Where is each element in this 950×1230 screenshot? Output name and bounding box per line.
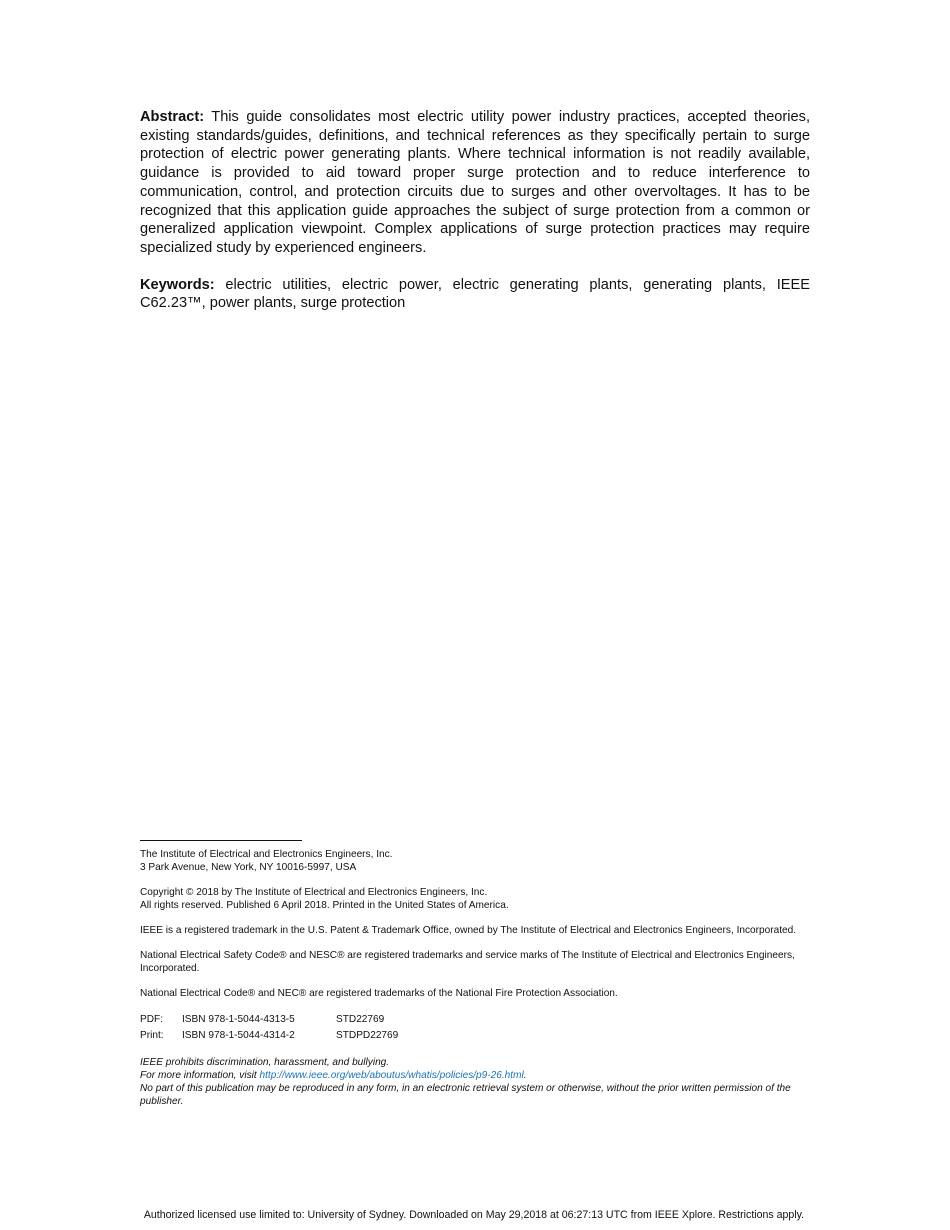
isbn-number: ISBN 978-1-5044-4314-2 bbox=[182, 1030, 295, 1041]
copyright-line: Copyright © 2018 by The Institute of Electrical and Electronics Engineers, Inc. bbox=[140, 887, 488, 898]
footnotes bbox=[140, 840, 812, 1108]
keywords-paragraph bbox=[140, 276, 810, 313]
notice-discrimination: IEEE prohibits discrimination, harassment, and bullying. bbox=[140, 1057, 390, 1068]
notice-prefix: For more information, visit bbox=[140, 1070, 260, 1081]
license-footer bbox=[0, 1209, 950, 1222]
isbn-code: STD22769 bbox=[336, 1014, 385, 1025]
keywords-label: Keywords: bbox=[140, 276, 215, 293]
isbn-format-label: PDF: bbox=[140, 1014, 163, 1025]
isbn-code: STDPD22769 bbox=[336, 1030, 399, 1041]
front-matter bbox=[140, 108, 810, 313]
ieee-trademark: IEEE is a registered trademark in the U.S. Patent & Trademark Office, owned by The Institute of Electrical and Electronics Engineers, Incorporated. bbox=[140, 925, 797, 936]
keywords-text: electric utilities, electric power, electric generating plants, generating plants, IEEE C62.23™, power plants, surge protection bbox=[140, 276, 810, 312]
publisher-name: The Institute of Electrical and Electronics Engineers, Inc. bbox=[140, 849, 393, 860]
isbn-row-print bbox=[140, 1028, 812, 1044]
publisher-block bbox=[140, 848, 812, 874]
license-text: Authorized licensed use limited to: University of Sydney. Downloaded on May 29,2018 at 06:27:13 UTC from IEEE Xplore. Restrictions apply. bbox=[143, 1209, 805, 1221]
copyright-block bbox=[140, 886, 812, 912]
abstract-text: This guide consolidates most electric utility power industry practices, accepted theories, existing standards/guides, definitions, and technical references as they specifically pertain to surge protection of electric power generating plants. Where technical information is not readily available, guidance is provided to aid toward proper surge protection and to reduce interference to communication, control, and protection circuits due to surges and other overvoltages. It has to be recognized that this application guide approaches the subject of surge protection from a common or generalized application viewpoint. Complex applications of surge protection practices may require specialized study by experienced engineers. bbox=[140, 109, 810, 256]
isbn-number: ISBN 978-1-5044-4313-5 bbox=[182, 1014, 295, 1025]
abstract-paragraph bbox=[140, 108, 810, 258]
footnote-divider bbox=[140, 840, 302, 841]
isbn-format-label: Print: bbox=[140, 1030, 164, 1041]
rights-line: All rights reserved. Published 6 April 2018. Printed in the United States of America. bbox=[140, 900, 509, 911]
notice-more-info bbox=[140, 1069, 812, 1082]
notice-reproduction: No part of this publication may be reproduced in any form, in an electronic retrieval system or otherwise, without the prior written permission of the publisher. bbox=[140, 1083, 791, 1107]
nesc-trademark: National Electrical Safety Code® and NESC® are registered trademarks and service marks of The Institute of Electrical and Electronics Engineers, Incorporated. bbox=[140, 950, 795, 974]
isbn-row-pdf bbox=[140, 1012, 812, 1028]
nec-trademark: National Electrical Code® and NEC® are registered trademarks of the National Fire Protection Association. bbox=[140, 988, 618, 999]
publisher-address: 3 Park Avenue, New York, NY 10016-5997, USA bbox=[140, 862, 357, 873]
notice-suffix: . bbox=[523, 1070, 527, 1081]
policy-link[interactable]: http://www.ieee.org/web/aboutus/whatis/policies/p9-26.html bbox=[259, 1070, 524, 1081]
isbn-table bbox=[140, 1012, 812, 1044]
policy-notice bbox=[140, 1056, 812, 1108]
abstract-label: Abstract: bbox=[140, 109, 205, 125]
